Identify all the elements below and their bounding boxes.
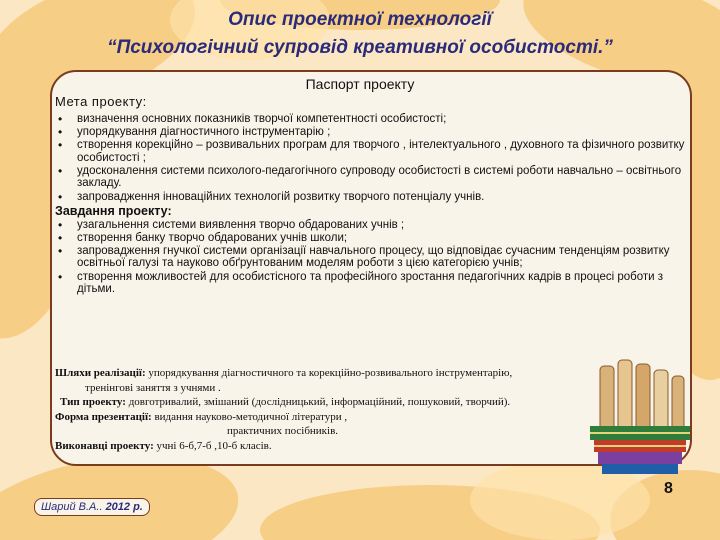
goal-item: • запровадження інноваційних технологій розвитку творчого потенціалу учнів. [55, 191, 695, 204]
form-text: видання науково-методичної літератури , [151, 410, 348, 423]
ways-label: Шляхи реалізації: [55, 367, 146, 379]
ways-text: упорядкування діагностичного та корекційно-розвивального інструментарію, [145, 367, 513, 379]
goal-heading: Мета проекту: [55, 94, 147, 109]
goal-item: • визначення основних показників творчої компетентності особистості; [55, 113, 695, 126]
goal-item: • удосконалення системи психолого-педагогічного супроводу особистості в системі роботи навчально – освітнього закладу. [55, 165, 695, 190]
task-item: • створення можливостей для особистісного та професійного зростання педагогічних кадрів в процесі роботи з дітьми. [55, 271, 695, 296]
exec-label: Виконавці проекту: [55, 439, 154, 452]
form-line-2: практичних посібників. [227, 425, 339, 438]
task-item: • запровадження гнучкої системи організації навчального процесу, що відповідає сучасним тенденціям розвитку освітньої галузі та науково обґрунтованим моделям роботи з цією категорією учнів; [55, 245, 695, 270]
task-list [55, 219, 695, 296]
passport-heading: Паспорт проекту [305, 76, 415, 92]
type-label: Тип проекту: [60, 396, 126, 409]
books-and-scrolls-illustration [580, 356, 700, 476]
exec-text: учні 6-б,7-б ,10-б класів. [153, 439, 272, 452]
goal-item: • створення корекційно – розвивальних програм для творчого , інтелектуального , духовного та фізичного розвитку особистості ; [55, 139, 695, 164]
task-item: • узагальнення системи виявлення творчо обдарованих учнів ; [55, 219, 695, 232]
type-text: довготривалий, змішаний (дослідницький, інформаційний, пошуковий, творчий). [125, 396, 511, 409]
form-label: Форма презентації: [55, 410, 152, 423]
task-item: • створення банку творчо обдарованих учнів школи; [55, 232, 695, 245]
page-title: Опис проектної технології [228, 9, 492, 30]
footer-author: Шарий В.А.. 2012 р. [34, 498, 150, 516]
tasks-heading: Завдання проекту: [55, 203, 172, 218]
page-number: 8 [664, 480, 673, 497]
goal-list [55, 113, 695, 203]
project-content [55, 94, 695, 296]
ways-line-2: тренінгові заняття з учнями . [85, 381, 221, 394]
page-subtitle: “Психологічний супровід креативної особистості.” [107, 37, 613, 58]
goal-item: • упорядкування діагностичного інструментарію ; [55, 126, 695, 139]
